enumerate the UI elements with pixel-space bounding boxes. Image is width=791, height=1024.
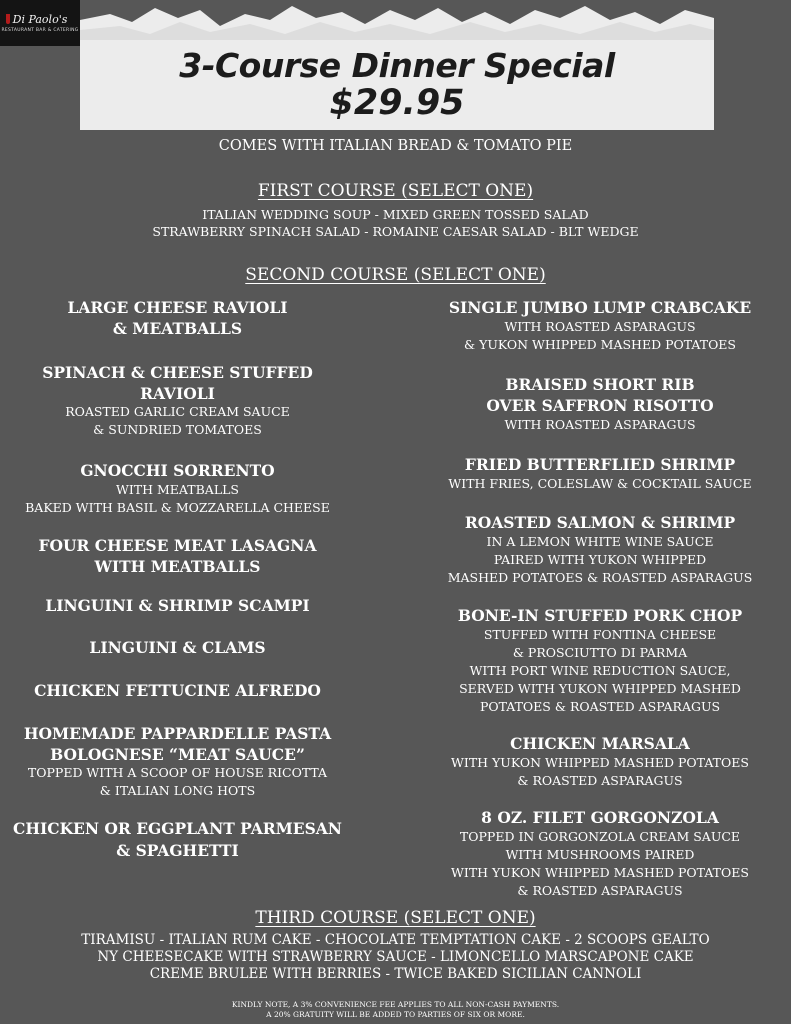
item-description: WITH ROASTED ASPARAGUS [504, 319, 696, 334]
item-description: TOPPED WITH A SCOOP OF HOUSE RICOTTA [27, 765, 328, 780]
item-description: WITH MEATBALLS [116, 482, 239, 497]
item-description: WITH YUKON WHIPPED MASHED POTATOES [451, 755, 749, 770]
item-description: MASHED POTATOES & ROASTED ASPARAGUS [447, 570, 753, 585]
item-title: & MEATBALLS [112, 319, 243, 338]
item-title: LINGUINI & SHRIMP SCAMPI [45, 596, 310, 615]
item-description: WITH YUKON WHIPPED MASHED POTATOES [451, 865, 749, 880]
item-title: WITH MEATBALLS [94, 557, 261, 576]
item-title: OVER SAFFRON RISOTTO [486, 396, 714, 415]
item-title: CHICKEN MARSALA [510, 734, 690, 753]
gratuity-note: A 20% GRATUITY WILL BE ADDED TO PARTIES OF SIX OR MORE. [266, 1010, 525, 1019]
item-description: PAIRED WITH YUKON WHIPPED [493, 552, 707, 567]
item-title: BRAISED SHORT RIB [505, 375, 695, 394]
item-description: IN A LEMON WHITE WINE SAUCE [486, 534, 714, 549]
item-description: & ITALIAN LONG HOTS [99, 783, 256, 798]
wine-glass-icon [6, 14, 10, 24]
item-title: & SPAGHETTI [116, 841, 239, 860]
item-description: ROASTED GARLIC CREAM SAUCE [65, 404, 290, 419]
item-description: & PROSCIUTTO DI PARMA [512, 645, 688, 660]
item-description: SERVED WITH YUKON WHIPPED MASHED [459, 681, 741, 696]
item-description: & YUKON WHIPPED MASHED POTATOES [463, 337, 736, 352]
item-description: WITH ROASTED ASPARAGUS [504, 417, 696, 432]
first-course-line: STRAWBERRY SPINACH SALAD - ROMAINE CAESAR SALAD - BLT WEDGE [152, 224, 639, 239]
restaurant-logo [0, 0, 80, 46]
item-description: & ROASTED ASPARAGUS [517, 773, 683, 788]
item-title: GNOCCHI SORRENTO [80, 461, 275, 480]
third-course-line: CREME BRULEE WITH BERRIES - TWICE BAKED SICILIAN CANNOLI [149, 966, 642, 982]
item-title: LARGE CHEESE RAVIOLI [67, 298, 288, 317]
second-course-heading: SECOND COURSE (SELECT ONE) [245, 265, 546, 285]
item-description: BAKED WITH BASIL & MOZZARELLA CHEESE [25, 500, 330, 515]
item-description: WITH FRIES, COLESLAW & COCKTAIL SAUCE [448, 476, 752, 491]
item-title: BONE-IN STUFFED PORK CHOP [457, 606, 743, 625]
first-course-heading: FIRST COURSE (SELECT ONE) [257, 181, 534, 201]
item-description: & ROASTED ASPARAGUS [517, 883, 683, 898]
item-title: SPINACH & CHEESE STUFFED [42, 363, 313, 382]
third-course-line: NY CHEESECAKE WITH STRAWBERRY SAUCE - LIMONCELLO MARSCAPONE CAKE [97, 949, 694, 965]
intro-note: COMES WITH ITALIAN BREAD & TOMATO PIE [218, 138, 573, 154]
item-title: RAVIOLI [140, 384, 215, 403]
item-description: & SUNDRIED TOMATOES [93, 422, 262, 437]
item-title: FRIED BUTTERFLIED SHRIMP [464, 455, 736, 474]
item-title: 8 OZ. FILET GORGONZOLA [481, 808, 719, 827]
item-description: WITH PORT WINE REDUCTION SAUCE, [469, 663, 731, 678]
logo-script-text: Di Paolo's [12, 12, 68, 26]
item-title: CHICKEN OR EGGPLANT PARMESAN [13, 819, 342, 838]
item-title: SINGLE JUMBO LUMP CRABCAKE [448, 298, 752, 317]
third-course-line: TIRAMISU - ITALIAN RUM CAKE - CHOCOLATE TEMPTATION CAKE - 2 SCOOPS GEALTO [81, 932, 710, 948]
third-course-heading: THIRD COURSE (SELECT ONE) [255, 908, 536, 928]
item-title: HOMEMADE PAPPARDELLE PASTA [23, 724, 332, 743]
title-banner [80, 0, 714, 130]
item-description: WITH MUSHROOMS PAIRED [505, 847, 695, 862]
item-title: CHICKEN FETTUCINE ALFREDO [34, 681, 321, 700]
special-title: 3-Course Dinner Special [179, 46, 615, 85]
item-title: FOUR CHEESE MEAT LASAGNA [38, 536, 317, 555]
item-description: TOPPED IN GORGONZOLA CREAM SAUCE [459, 829, 741, 844]
special-price: $29.95 [329, 83, 465, 123]
item-description: POTATOES & ROASTED ASPARAGUS [479, 699, 721, 714]
first-course-line: ITALIAN WEDDING SOUP - MIXED GREEN TOSSED SALAD [202, 207, 589, 222]
item-title: ROASTED SALMON & SHRIMP [464, 513, 736, 532]
item-description: STUFFED WITH FONTINA CHEESE [483, 627, 717, 642]
logo-subtitle: RESTAURANT BAR & CATERING [1, 27, 79, 33]
item-title: BOLOGNESE “MEAT SAUCE” [50, 745, 305, 764]
item-title: LINGUINI & CLAMS [89, 638, 266, 657]
payment-fee-note: KINDLY NOTE, A 3% CONVENIENCE FEE APPLIES TO ALL NON-CASH PAYMENTS. [231, 1000, 560, 1009]
